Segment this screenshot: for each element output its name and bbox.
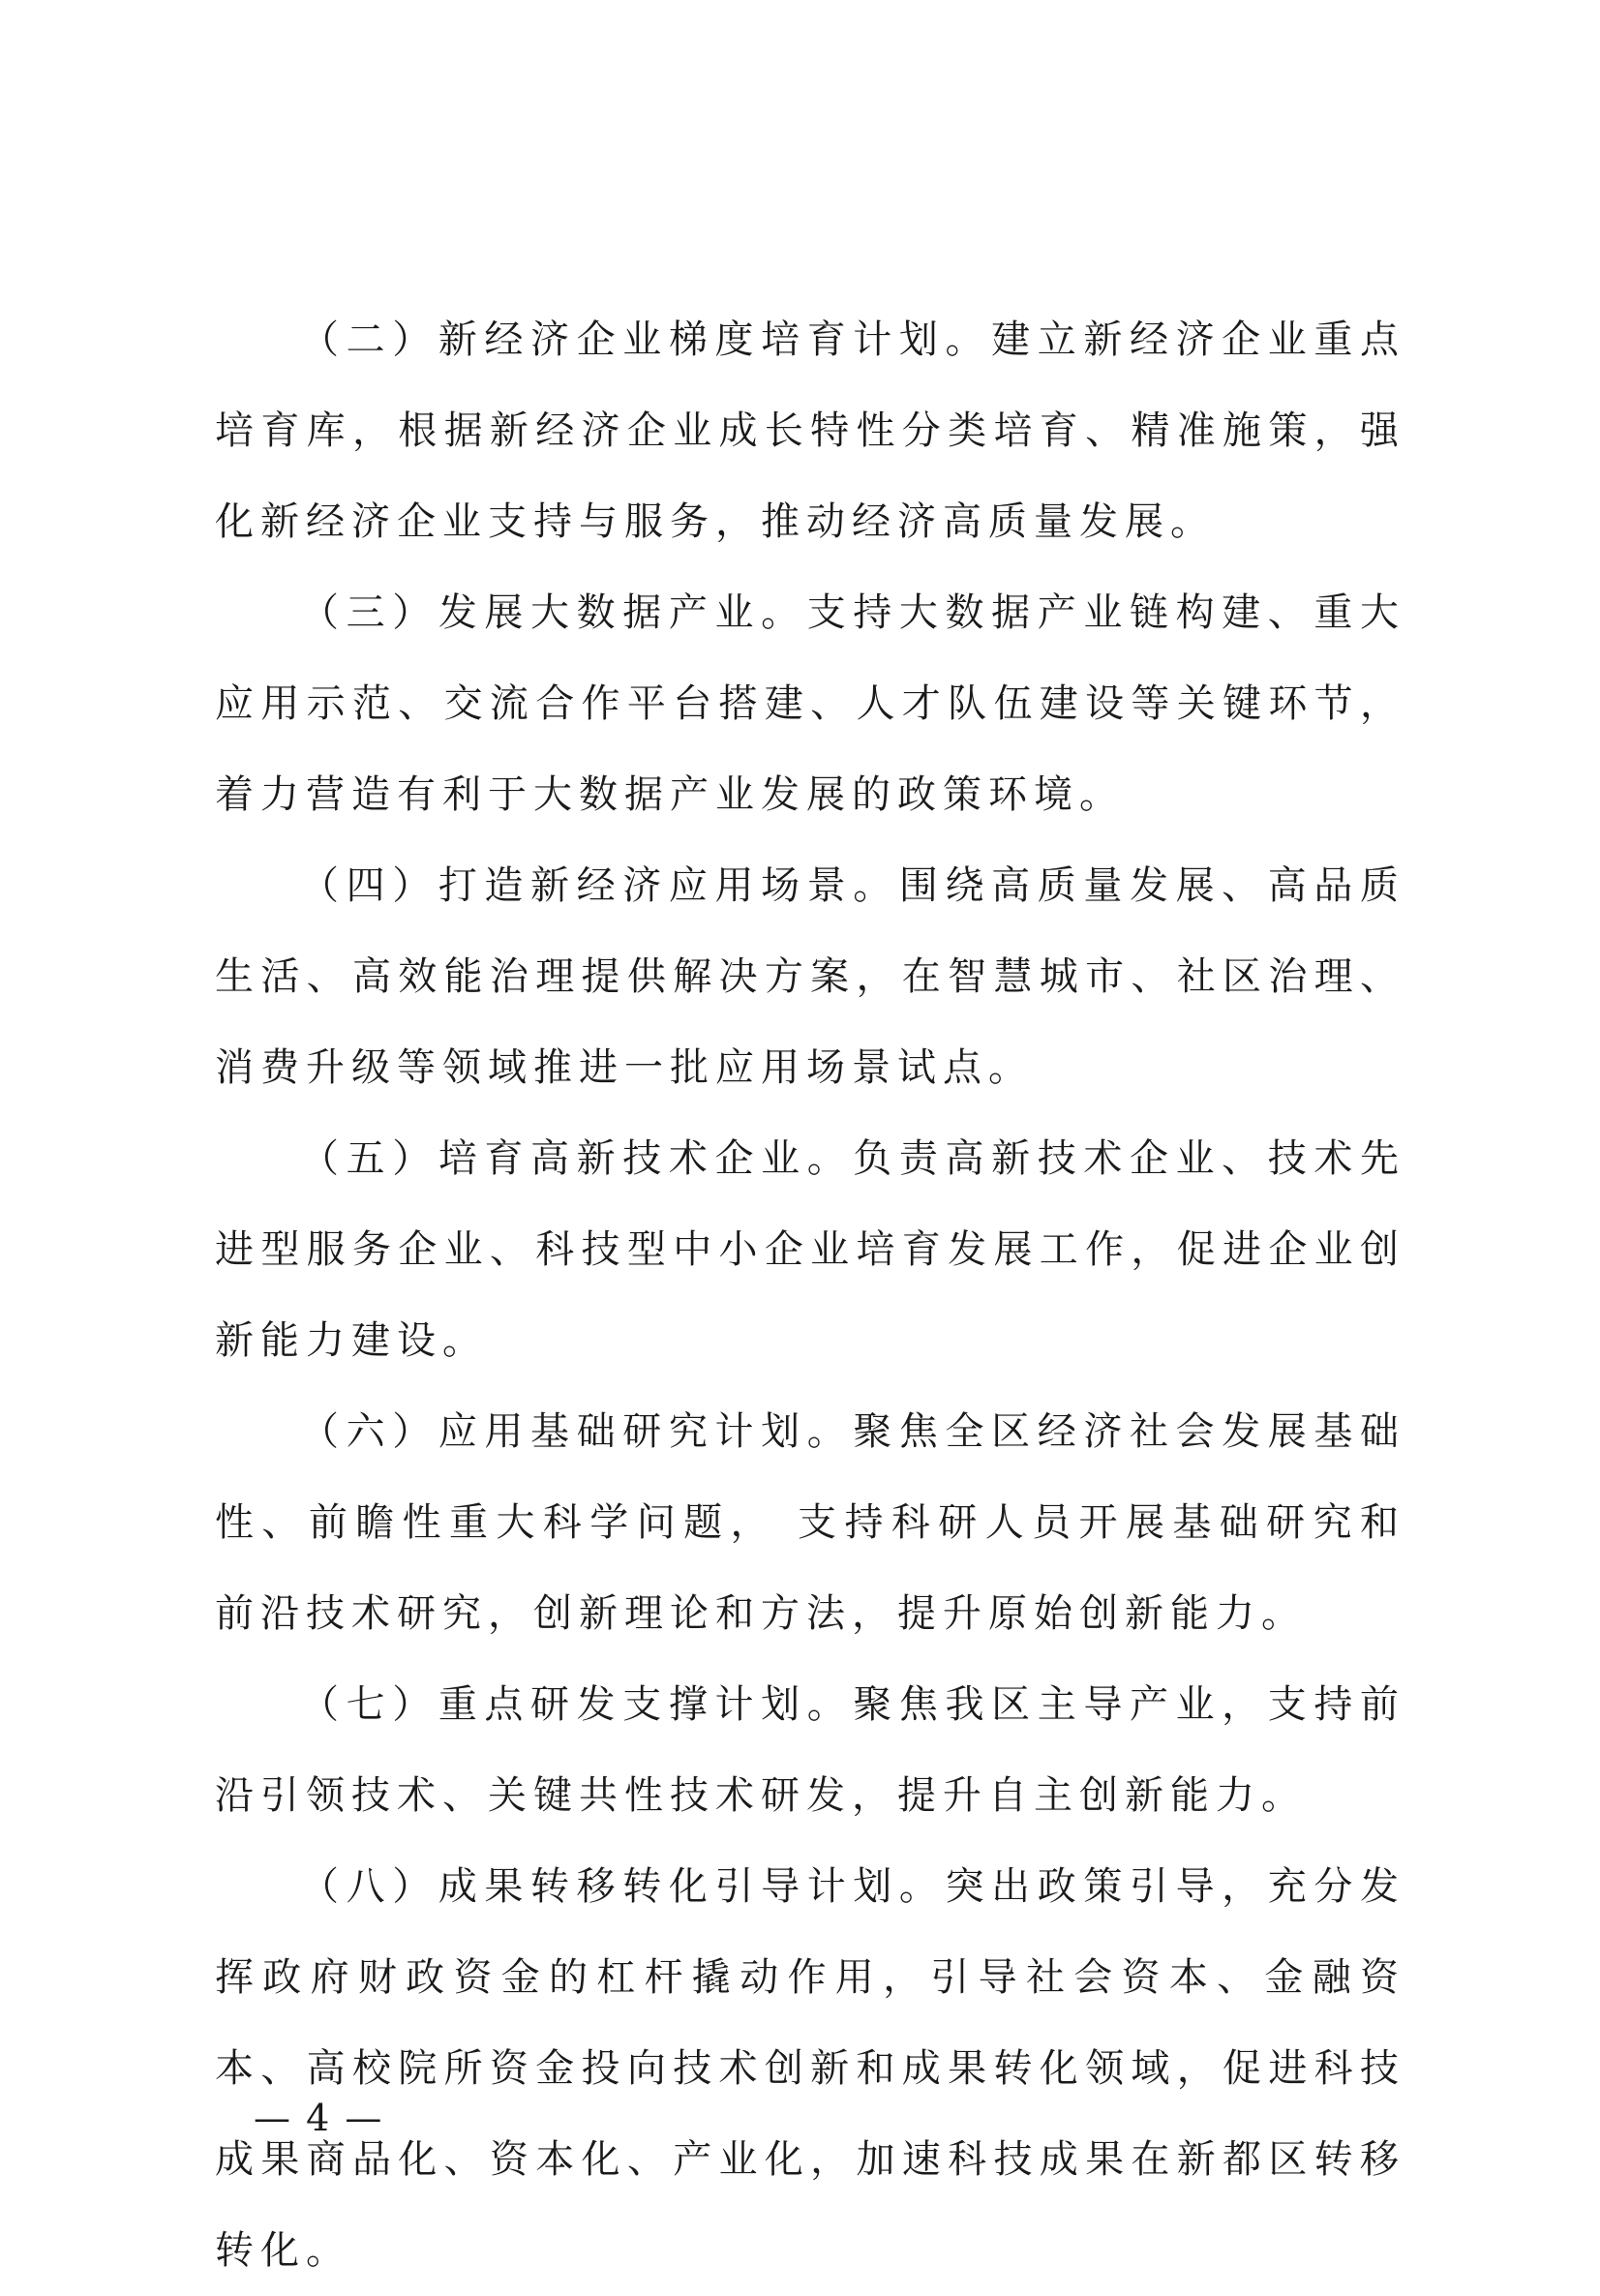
paragraph-4: （四）打造新经济应用场景。围绕高质量发展、高品质生活、高效能治理提供解决方案，在智慧城市、社区治理、消费升级等领域推进一批应用场景试点。 <box>215 863 1405 1090</box>
paragraph-7: （七）重点研发支撑计划。聚焦我区主导产业，支持前沿引领技术、关键共性技术研发，提升自主创新能力。 <box>215 1682 1405 1818</box>
paragraph-5: （五）培育高新技术企业。负责高新技术企业、技术先进型服务企业、科技型中小企业培育发展工作，促进企业创新能力建设。 <box>215 1136 1405 1363</box>
paragraph-8: （八）成果转移转化引导计划。突出政策引导，充分发挥政府财政资金的杠杆撬动作用，引导社会资本、金融资本、高校院所资金投向技术创新和成果转化领域，促进科技成果商品化、资本化、产业化，加速科技成果在新都区转移转化。 <box>215 1864 1405 2273</box>
body-text <box>215 294 1405 2296</box>
paragraph-6: （六）应用基础研究计划。聚焦全区经济社会发展基础性、前瞻性重大科学问题， 支持科研人员开展基础研究和前沿技术研究，创新理论和方法，提升原始创新能力。 <box>215 1409 1405 1636</box>
paragraph-2: （二）新经济企业梯度培育计划。建立新经济企业重点培育库，根据新经济企业成长特性分类培育、精准施策，强化新经济企业支持与服务，推动经济高质量发展。 <box>215 317 1405 544</box>
paragraph-3: （三）发展大数据产业。支持大数据产业链构建、重大应用示范、交流合作平台搭建、人才队伍建设等关键环节，着力营造有利于大数据产业发展的政策环境。 <box>215 590 1405 817</box>
page-number: — 4 — <box>254 2097 384 2139</box>
